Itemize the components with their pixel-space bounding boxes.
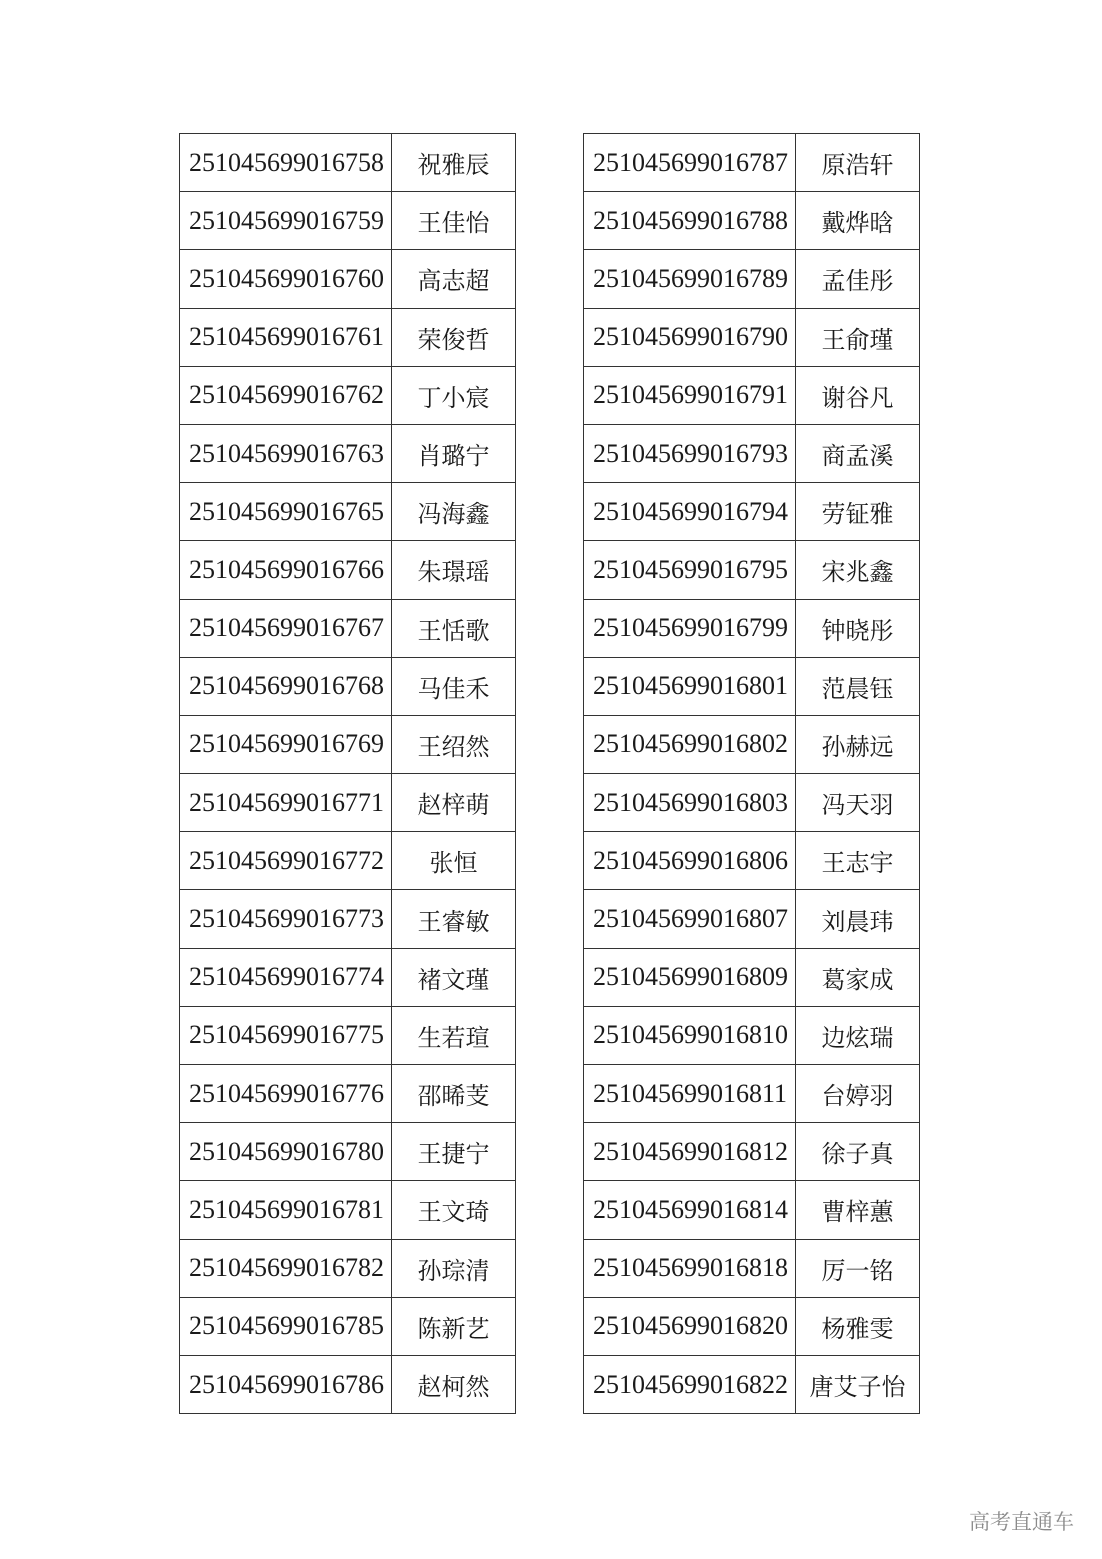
candidate-id: 251045699016787	[584, 134, 796, 192]
table-row	[180, 1181, 516, 1239]
candidate-id: 251045699016775	[180, 1006, 392, 1064]
candidate-name: 祝雅辰	[392, 134, 516, 192]
table-row	[584, 599, 920, 657]
table-row	[584, 890, 920, 948]
candidate-name: 边炫瑞	[796, 1006, 920, 1064]
candidate-name: 王绍然	[392, 715, 516, 773]
table-row	[180, 483, 516, 541]
table-row	[584, 1297, 920, 1355]
table-row	[180, 541, 516, 599]
candidate-name: 褚文瑾	[392, 948, 516, 1006]
candidate-id: 251045699016766	[180, 541, 392, 599]
table-row	[180, 599, 516, 657]
candidate-name: 孟佳彤	[796, 250, 920, 308]
candidate-name: 原浩轩	[796, 134, 920, 192]
roster-table-right	[583, 133, 920, 1414]
candidate-id: 251045699016760	[180, 250, 392, 308]
table-row	[180, 657, 516, 715]
table-row	[180, 1297, 516, 1355]
table-row	[584, 832, 920, 890]
table-row	[584, 1239, 920, 1297]
candidate-id: 251045699016771	[180, 774, 392, 832]
candidate-name: 王志宇	[796, 832, 920, 890]
candidate-name: 高志超	[392, 250, 516, 308]
candidate-id: 251045699016768	[180, 657, 392, 715]
table-row	[180, 1123, 516, 1181]
candidate-name: 徐子真	[796, 1123, 920, 1181]
candidate-id: 251045699016801	[584, 657, 796, 715]
candidate-id: 251045699016818	[584, 1239, 796, 1297]
candidate-name: 丁小宸	[392, 366, 516, 424]
candidate-id: 251045699016763	[180, 424, 392, 482]
watermark: 高考直通车	[969, 1510, 1074, 1534]
candidate-name: 台婷羽	[796, 1065, 920, 1123]
table-row	[180, 774, 516, 832]
candidate-id: 251045699016807	[584, 890, 796, 948]
candidate-name: 孙赫远	[796, 715, 920, 773]
candidate-id: 251045699016814	[584, 1181, 796, 1239]
table-row	[584, 715, 920, 773]
roster-table-right-body	[584, 134, 920, 1414]
candidate-id: 251045699016762	[180, 366, 392, 424]
candidate-id: 251045699016774	[180, 948, 392, 1006]
candidate-name: 唐艾子怡	[796, 1355, 920, 1413]
candidate-id: 251045699016765	[180, 483, 392, 541]
table-row	[584, 1181, 920, 1239]
table-row	[180, 890, 516, 948]
candidate-name: 葛家成	[796, 948, 920, 1006]
candidate-id: 251045699016786	[180, 1355, 392, 1413]
candidate-name: 马佳禾	[392, 657, 516, 715]
candidate-name: 肖璐宁	[392, 424, 516, 482]
candidate-name: 宋兆鑫	[796, 541, 920, 599]
candidate-id: 251045699016795	[584, 541, 796, 599]
candidate-name: 范晨钰	[796, 657, 920, 715]
table-row	[584, 483, 920, 541]
candidate-id: 251045699016780	[180, 1123, 392, 1181]
candidate-id: 251045699016812	[584, 1123, 796, 1181]
candidate-id: 251045699016772	[180, 832, 392, 890]
candidate-name: 冯海鑫	[392, 483, 516, 541]
candidate-name: 王佳怡	[392, 192, 516, 250]
candidate-name: 钟晓彤	[796, 599, 920, 657]
table-row	[584, 1355, 920, 1413]
candidate-id: 251045699016822	[584, 1355, 796, 1413]
candidate-name: 王俞瑾	[796, 308, 920, 366]
table-row	[180, 1006, 516, 1064]
candidate-id: 251045699016788	[584, 192, 796, 250]
candidate-id: 251045699016820	[584, 1297, 796, 1355]
table-row	[180, 1065, 516, 1123]
candidate-id: 251045699016799	[584, 599, 796, 657]
table-row	[584, 192, 920, 250]
table-row	[180, 1355, 516, 1413]
candidate-name: 戴烨晗	[796, 192, 920, 250]
candidate-id: 251045699016809	[584, 948, 796, 1006]
candidate-name: 厉一铭	[796, 1239, 920, 1297]
candidate-name: 王睿敏	[392, 890, 516, 948]
table-row	[584, 948, 920, 1006]
candidate-id: 251045699016794	[584, 483, 796, 541]
candidate-id: 251045699016769	[180, 715, 392, 773]
candidate-name: 王文琦	[392, 1181, 516, 1239]
candidate-id: 251045699016758	[180, 134, 392, 192]
table-row	[180, 832, 516, 890]
candidate-id: 251045699016785	[180, 1297, 392, 1355]
candidate-id: 251045699016773	[180, 890, 392, 948]
candidate-id: 251045699016793	[584, 424, 796, 482]
candidate-id: 251045699016759	[180, 192, 392, 250]
table-row	[584, 308, 920, 366]
table-row	[180, 948, 516, 1006]
table-row	[584, 657, 920, 715]
table-row	[180, 192, 516, 250]
candidate-name: 杨雅雯	[796, 1297, 920, 1355]
candidate-name: 谢谷凡	[796, 366, 920, 424]
candidate-name: 荣俊哲	[392, 308, 516, 366]
roster-table-left	[179, 133, 516, 1414]
table-row	[584, 366, 920, 424]
candidate-name: 王恬歌	[392, 599, 516, 657]
candidate-id: 251045699016781	[180, 1181, 392, 1239]
candidate-name: 生若瑄	[392, 1006, 516, 1064]
candidate-id: 251045699016776	[180, 1065, 392, 1123]
roster-table-left-body	[180, 134, 516, 1414]
table-row	[584, 1065, 920, 1123]
table-row	[180, 250, 516, 308]
candidate-name: 朱璟瑶	[392, 541, 516, 599]
table-row	[584, 541, 920, 599]
candidate-name: 冯天羽	[796, 774, 920, 832]
table-row	[584, 1006, 920, 1064]
candidate-id: 251045699016767	[180, 599, 392, 657]
table-row	[180, 134, 516, 192]
table-row	[180, 715, 516, 773]
candidate-name: 曹梓蕙	[796, 1181, 920, 1239]
candidate-name: 刘晨玮	[796, 890, 920, 948]
candidate-name: 劳钲雅	[796, 483, 920, 541]
candidate-id: 251045699016789	[584, 250, 796, 308]
table-row	[180, 1239, 516, 1297]
table-row	[584, 424, 920, 482]
candidate-name: 孙琮清	[392, 1239, 516, 1297]
candidate-id: 251045699016802	[584, 715, 796, 773]
table-row	[584, 250, 920, 308]
table-row	[180, 424, 516, 482]
candidate-id: 251045699016811	[584, 1065, 796, 1123]
candidate-name: 张恒	[392, 832, 516, 890]
candidate-id: 251045699016810	[584, 1006, 796, 1064]
candidate-name: 赵柯然	[392, 1355, 516, 1413]
candidate-id: 251045699016782	[180, 1239, 392, 1297]
candidate-id: 251045699016806	[584, 832, 796, 890]
table-row	[584, 134, 920, 192]
table-row	[180, 366, 516, 424]
candidate-id: 251045699016791	[584, 366, 796, 424]
table-row	[584, 1123, 920, 1181]
candidate-id: 251045699016803	[584, 774, 796, 832]
candidate-id: 251045699016761	[180, 308, 392, 366]
candidate-name: 邵晞芰	[392, 1065, 516, 1123]
table-row	[584, 774, 920, 832]
candidate-name: 陈新艺	[392, 1297, 516, 1355]
candidate-name: 王捷宁	[392, 1123, 516, 1181]
candidate-name: 赵梓萌	[392, 774, 516, 832]
candidate-name: 商孟溪	[796, 424, 920, 482]
table-row	[180, 308, 516, 366]
candidate-id: 251045699016790	[584, 308, 796, 366]
